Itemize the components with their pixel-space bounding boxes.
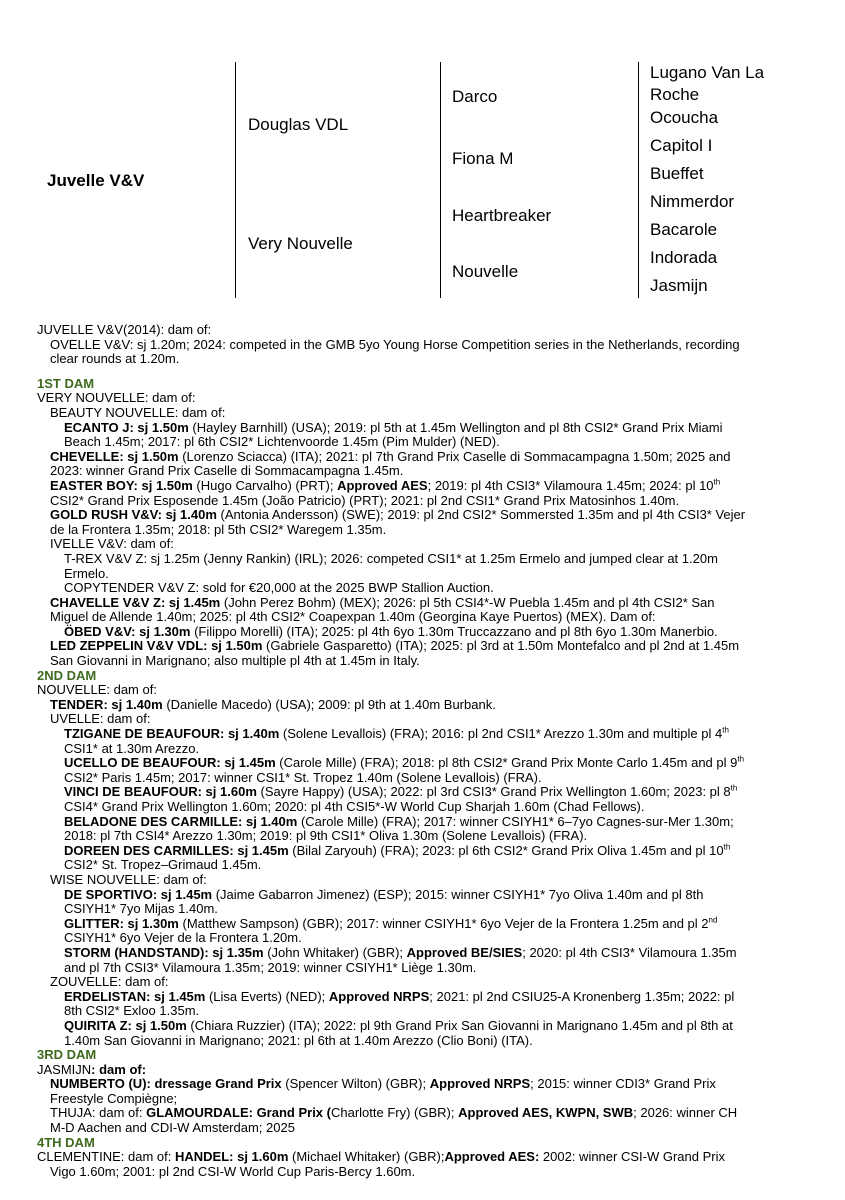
sire-name: Douglas VDL bbox=[248, 115, 349, 134]
record-line: CLEMENTINE: dam of: HANDEL: sj 1.60m (Michael Whitaker) (GBR);Approved AES: 2002: winner CSI-W Grand Prix bbox=[37, 1149, 725, 1165]
divider-line bbox=[235, 62, 236, 298]
record-line: Freestyle Compiègne; bbox=[50, 1090, 178, 1106]
pedigree-table bbox=[0, 0, 845, 310]
record-line: San Giovanni in Marignano; also multiple pl 4th at 1.45m in Italy. bbox=[50, 653, 420, 669]
record-line: TZIGANE DE BEAUFOUR: sj 1.40m (Solene Levallois) (FRA); 2016: pl 2nd CSI1* Arezzo 1.30m and multiple pl 4th bbox=[64, 725, 729, 742]
grandparent-name: Nouvelle bbox=[452, 262, 519, 281]
dam-label: JASMIJN: dam of: bbox=[37, 1061, 147, 1077]
dam-label: BEAUTY NOUVELLE: dam of: bbox=[50, 404, 226, 420]
record-line: CHEVELLE: sj 1.50m (Lorenzo Sciacca) (ITA); 2021: pl 7th Grand Prix Caselle di Sommacampagna 1.50m; 2025 and bbox=[50, 448, 731, 464]
horse-name: Juvelle V&V bbox=[47, 171, 145, 190]
dam-label: VERY NOUVELLE: dam of: bbox=[37, 390, 196, 406]
record-line: de la Frontera 1.35m; 2018: pl 5th CSI2* Waregem 1.35m. bbox=[50, 521, 387, 537]
record-line: CSI2* St. Tropez–Grimaud 1.45m. bbox=[64, 857, 262, 873]
record-line: Beach 1.45m; 2017: pl 6th CSI2* Lichtenvoorde 1.45m (Pim Mulder) (NED). bbox=[64, 434, 500, 450]
grandparent-name: Darco bbox=[452, 87, 498, 106]
dam-label: IVELLE V&V: dam of: bbox=[50, 536, 174, 552]
intro-title: JUVELLE V&V(2014): dam of: bbox=[37, 322, 212, 337]
great-grandparent-name: Bueffet bbox=[650, 164, 704, 183]
grandparent-name: Heartbreaker bbox=[452, 206, 552, 225]
record-line: STORM (HANDSTAND): sj 1.35m (John Whitaker) (GBR); Approved BE/SIES; 2020: pl 4th CSI3* Vilamoura 1.35m bbox=[64, 944, 737, 960]
record-line: QUIRITA Z: sj 1.50m (Chiara Ruzzier) (ITA); 2022: pl 9th Grand Prix San Giovanni in Marignano 1.45m and pl 8th at bbox=[64, 1017, 733, 1033]
great-grandparent-name: Bacarole bbox=[650, 220, 718, 239]
record-line: CSI1* at 1.30m Arezzo. bbox=[64, 740, 200, 756]
divider-line bbox=[638, 62, 639, 298]
record-line: ÖBED V&V: sj 1.30m (Filippo Morelli) (ITA); 2025: pl 4th 6yo 1.30m Truccazzano and pl 8th 6yo 1.30m Manerbio. bbox=[64, 623, 718, 639]
record-line: 8th CSI2* Exloo 1.35m. bbox=[64, 1003, 200, 1019]
record-line: THUJA: dam of: GLAMOURDALE: Grand Prix (Charlotte Fry) (GBR); Approved AES, KWPN, SWB; 2026: winner CH bbox=[50, 1105, 738, 1121]
record-line: DE SPORTIVO: sj 1.45m (Jaime Gabarron Jimenez) (ESP); 2015: winner CSIYH1* 7yo Oliva 1.40m and pl 8th bbox=[64, 886, 704, 902]
record-line: CSI2* Grand Prix Esposende 1.45m (João Patricio) (PRT); 2021: pl 2nd CSI1* Grand Prix Matosinhos 1.40m. bbox=[50, 492, 680, 508]
record-line: and pl 7th CSI3* Vilamoura 1.35m; 2019: winner CSIYH1* Liège 1.30m. bbox=[64, 959, 477, 975]
dam-label: UVELLE: dam of: bbox=[50, 711, 151, 727]
great-grandparent-name: Capitol I bbox=[650, 136, 713, 155]
record-line: LED ZEPPELIN V&V VDL: sj 1.50m (Gabriele Gasparetto) (ITA); 2025: pl 3rd at 1.50m Montefalco and pl 2nd at 1.45m bbox=[50, 638, 740, 654]
section-heading: 3RD DAM bbox=[37, 1047, 97, 1063]
produce-record bbox=[37, 323, 807, 1179]
great-grandparent-name: Indorada bbox=[650, 248, 718, 267]
record-line: CHAVELLE V&V Z: sj 1.45m (John Perez Bohm) (MEX); 2026: pl 5th CSI4*-W Puebla 1.45m and pl 4th CSI2* San bbox=[50, 594, 715, 610]
record-line: GOLD RUSH V&V: sj 1.40m (Antonia Andersson) (SWE); 2019: pl 2nd CSI2* Sommersted 1.35m and pl 4th CSI3* Vejer bbox=[50, 507, 746, 523]
record-line: ECANTO J: sj 1.50m (Hayley Barnhill) (USA); 2019: pl 5th at 1.45m Wellington and pl 8th CSI2* Grand Prix Miami bbox=[64, 419, 723, 435]
dam-name: Very Nouvelle bbox=[248, 234, 353, 253]
record-line: COPYTENDER V&V Z: sold for €20,000 at the 2025 BWP Stallion Auction. bbox=[64, 580, 494, 596]
record-line: CSI4* Grand Prix Wellington 1.60m; 2020: pl 4th CSI5*-W World Cup Sharjah 1.60m (Chad Fellows). bbox=[64, 799, 645, 814]
record-line: T-REX V&V Z: sj 1.25m (Jenny Rankin) (IRL); 2026: competed CSI1* at 1.25m Ermelo and jumped clear at 1.20m bbox=[64, 550, 718, 566]
record-line: TENDER: sj 1.40m (Danielle Macedo) (USA); 2009: pl 9th at 1.40m Burbank. bbox=[50, 696, 496, 712]
record-line: OVELLE V&V: sj 1.20m; 2024: competed in the GMB 5yo Young Horse Competition series in the Netherlands, recording bbox=[50, 336, 740, 352]
record-line: VINCI DE BEAUFOUR: sj 1.60m (Sayre Happy) (USA); 2022: pl 3rd CSI3* Grand Prix Wellington 1.60m; 2023: pl 8th bbox=[64, 784, 738, 800]
great-grandparent-name: Nimmerdor bbox=[650, 192, 735, 211]
record-line: Vigo 1.60m; 2001: pl 2nd CSI-W World Cup Paris-Bercy 1.60m. bbox=[50, 1163, 416, 1179]
great-grandparent-name: Ocoucha bbox=[650, 108, 719, 127]
record-line: BELADONE DES CARMILLE: sj 1.40m (Carole Mille) (FRA); 2017: winner CSIYH1* 6–7yo Cagnes-sur-Mer 1.30m; bbox=[64, 813, 734, 829]
record-line: GLITTER: sj 1.30m (Matthew Sampson) (GBR); 2017: winner CSIYH1* 6yo Vejer de la Frontera 1.25m and pl 2nd bbox=[64, 915, 718, 931]
section-heading: 1ST DAM bbox=[37, 375, 95, 391]
record-line: Ermelo. bbox=[64, 565, 109, 581]
record-line: UCELLO DE BEAUFOUR: sj 1.45m (Carole Mille) (FRA); 2018: pl 8th CSI2* Grand Prix Monte Carlo 1.45m and pl 9th bbox=[64, 754, 745, 771]
record-line: ERDELISTAN: sj 1.45m (Lisa Everts) (NED); Approved NRPS; 2021: pl 2nd CSIU25-A Kronenberg 1.35m; 2022: pl bbox=[64, 988, 735, 1004]
section-heading: 4TH DAM bbox=[37, 1134, 95, 1150]
dam-label: WISE NOUVELLE: dam of: bbox=[50, 871, 207, 887]
record-line: Miguel de Allende 1.40m; 2025: pl 4th CSI2* Coapexpan 1.40m (Georgina Kaye Puertos) (MEX). Dam of: bbox=[50, 609, 656, 625]
divider-line bbox=[440, 62, 441, 298]
dam-label: ZOUVELLE: dam of: bbox=[50, 974, 169, 990]
dam-label: NOUVELLE: dam of: bbox=[37, 682, 157, 698]
record-line: DOREEN DES CARMILLES: sj 1.45m (Bilal Zaryouh) (FRA); 2023: pl 6th CSI2* Grand Prix Oliva 1.45m and pl 10th bbox=[64, 842, 731, 858]
great-grandparent-name: Jasmijn bbox=[650, 276, 708, 295]
record-line: clear rounds at 1.20m. bbox=[50, 351, 180, 367]
record-line: EASTER BOY: sj 1.50m (Hugo Carvalho) (PRT); Approved AES; 2019: pl 4th CSI3* Vilamoura 1.45m; 2024: pl 10th bbox=[50, 477, 721, 493]
record-line: 2023: winner Grand Prix Caselle di Sommacampagna 1.45m. bbox=[50, 463, 404, 479]
section-heading: 2ND DAM bbox=[37, 667, 97, 683]
grandparent-name: Fiona M bbox=[452, 149, 514, 168]
record-line: CSIYH1* 7yo Mijas 1.40m. bbox=[64, 901, 218, 917]
great-grandparent-name: Lugano Van La Roche bbox=[650, 63, 765, 104]
record-line: CSIYH1* 6yo Vejer de la Frontera 1.20m. bbox=[64, 930, 302, 946]
record-line: 2018: pl 7th CSI4* Arezzo 1.30m; 2019: pl 9th CSI1* Oliva 1.30m (Solene Levallois) (FRA). bbox=[64, 828, 588, 844]
record-line: M-D Aachen and CDI-W Amsterdam; 2025 bbox=[50, 1120, 295, 1136]
record-line: 1.40m San Giovanni in Marignano; 2021: pl 6th at 1.40m Arezzo (Clio Boni) (ITA). bbox=[64, 1032, 533, 1048]
record-line: NUMBERTO (U): dressage Grand Prix (Spencer Wilton) (GBR); Approved NRPS; 2015: winner CDI3* Grand Prix bbox=[50, 1076, 716, 1092]
record-line: CSI2* Paris 1.45m; 2017: winner CSI1* St. Tropez 1.40m (Solene Levallois) (FRA). bbox=[64, 769, 542, 785]
